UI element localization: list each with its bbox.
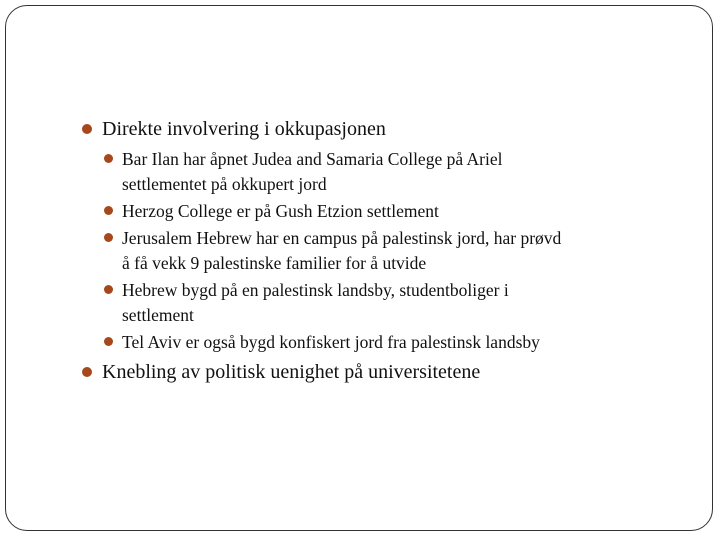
sub-bullet-line: Hebrew bygd på en palestinsk landsby, studentboliger i <box>122 280 509 300</box>
sub-bullet-line: Bar Ilan har åpnet Judea and Samaria College på Ariel <box>122 149 503 169</box>
bullet-dot-icon <box>104 285 113 294</box>
sub-bullet-line: settlementet på okkupert jord <box>122 174 327 194</box>
sub-bullet-item <box>102 198 682 224</box>
slide-content <box>82 116 682 385</box>
sub-bullet-line: Tel Aviv er også bygd konfiskert jord fra palestinsk landsby <box>122 332 540 352</box>
bullet-dot-icon <box>104 337 113 346</box>
bullet-dot-icon <box>82 367 92 377</box>
sub-bullet-line: Herzog College er på Gush Etzion settlement <box>122 201 439 221</box>
bullet-text: Direkte involvering i okkupasjonen <box>102 118 386 140</box>
sub-bullet-line: settlement <box>122 305 194 325</box>
bullet-item-dissent <box>82 359 682 385</box>
bullet-text: Knebling av politisk uenighet på universitetene <box>102 361 481 383</box>
bullet-dot-icon <box>82 124 92 134</box>
sub-bullet-item <box>102 225 682 276</box>
sub-bullet-line: Jerusalem Hebrew har en campus på palestinsk jord, har prøvd <box>122 228 562 248</box>
sub-bullet-list <box>82 146 682 355</box>
bullet-dot-icon <box>104 154 113 163</box>
sub-bullet-item <box>102 277 682 328</box>
bullet-dot-icon <box>104 206 113 215</box>
sub-bullet-item <box>102 146 682 197</box>
bullet-dot-icon <box>104 233 113 242</box>
sub-bullet-line: å få vekk 9 palestinske familier for å utvide <box>122 253 427 273</box>
bullet-item-occupation <box>82 116 682 142</box>
sub-bullet-item <box>102 329 682 355</box>
